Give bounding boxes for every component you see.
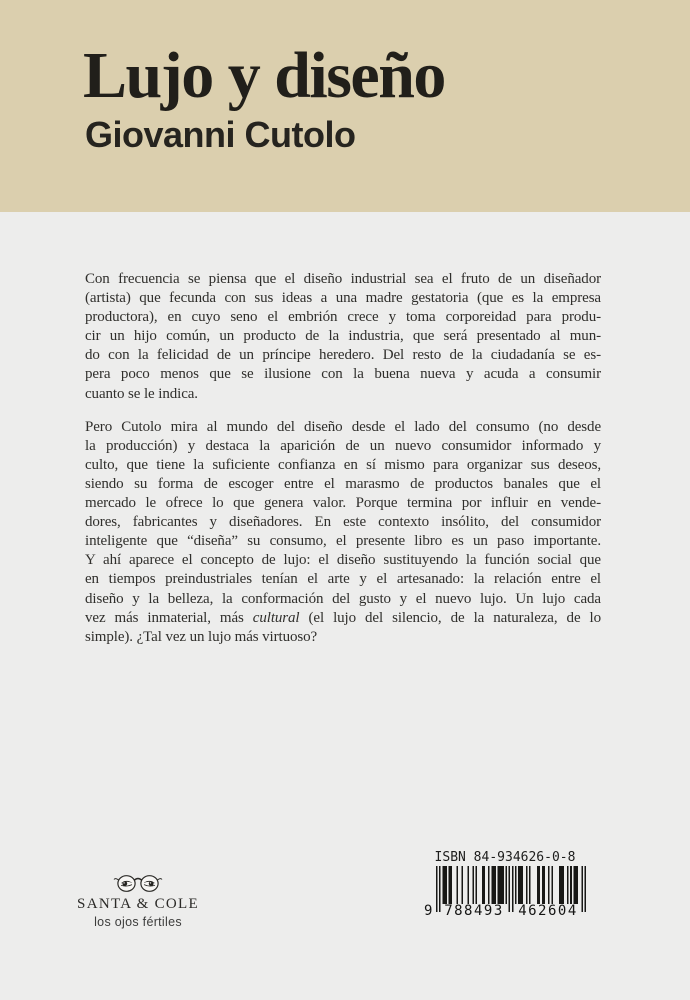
blurb-line: dores, fabricantes y diseñadores. En este contexto insólito, del consumidor (85, 514, 601, 531)
blurb-line: cuanto se le indica. (85, 385, 198, 402)
blurb-paragraph (85, 270, 601, 404)
blurb-line: vez más inmaterial, más cultural (el lujo del silencio, de la naturaleza, de lo (85, 609, 601, 626)
blurb-text (85, 270, 601, 661)
barcode-digit-group-right: 462604 (518, 903, 578, 919)
publisher-tagline: los ojos fértiles (94, 915, 182, 929)
publisher-name: SANTA & COLE (77, 896, 199, 912)
blurb-line: productora), en cuyo seno el embrión crece y toma corporeidad para produ- (85, 309, 601, 326)
blurb-line: Pero Cutolo mira al mundo del diseño desde el lado del consumo (no desde (85, 418, 601, 435)
blurb-line: siendo su forma de escoger entre el marasmo de productos banales que el (85, 475, 601, 492)
blurb-line: diseño y la belleza, la conformación del gusto y el nuevo lujo. Un lujo cada (85, 590, 601, 607)
blurb-line: culto, que tiene la suficiente confianza en sí mismo para organizar sus deseos, (85, 456, 601, 473)
barcode-digit-lead: 9 (424, 903, 433, 919)
book-title: Lujo y diseño (83, 39, 445, 112)
blurb-line: pera poco menos que se ilusione con la buena nueva y acuda a consumir (85, 366, 601, 383)
blurb-line: mercado le ofrece lo que genera valor. Porque termina por influir en vende- (85, 495, 601, 512)
blurb-paragraph (85, 418, 601, 647)
book-author: Giovanni Cutolo (85, 114, 356, 155)
blurb-line: cir un hijo común, un producto de la industria, que será presentado al mun- (85, 328, 601, 345)
blurb-line: inteligente que “diseña” su consumo, el presente libro es un paso importante. (85, 533, 601, 550)
blurb-line: (artista) que fecunda con sus ideas a una madre gestatoria (que es la empresa (85, 290, 601, 307)
blurb-line: Con frecuencia se piensa que el diseño industrial sea el fruto de un diseñador (85, 271, 601, 287)
isbn-label: ISBN 84-934626-0-8 (434, 850, 576, 865)
barcode-digit-group-left: 788493 (444, 903, 504, 919)
publisher-logo (66, 872, 210, 929)
blurb-line: do con la felicidad de un príncipe heredero. Del resto de la ciudadanía se es- (85, 347, 601, 364)
blurb-line: la producción) y destaca la aparición de un nuevo consumidor informado y (85, 437, 601, 454)
blurb-line: Y ahí aparece el concepto de lujo: el diseño sustituyendo la función social que (85, 552, 601, 569)
glasses-eyes-icon (112, 872, 164, 894)
isbn-barcode (424, 850, 586, 922)
blurb-line: en tiempos preindustriales tenían el arte y el artesanado: la relación entre el (85, 571, 601, 588)
blurb-line: simple). ¿Tal vez un lujo más virtuoso? (85, 628, 318, 645)
